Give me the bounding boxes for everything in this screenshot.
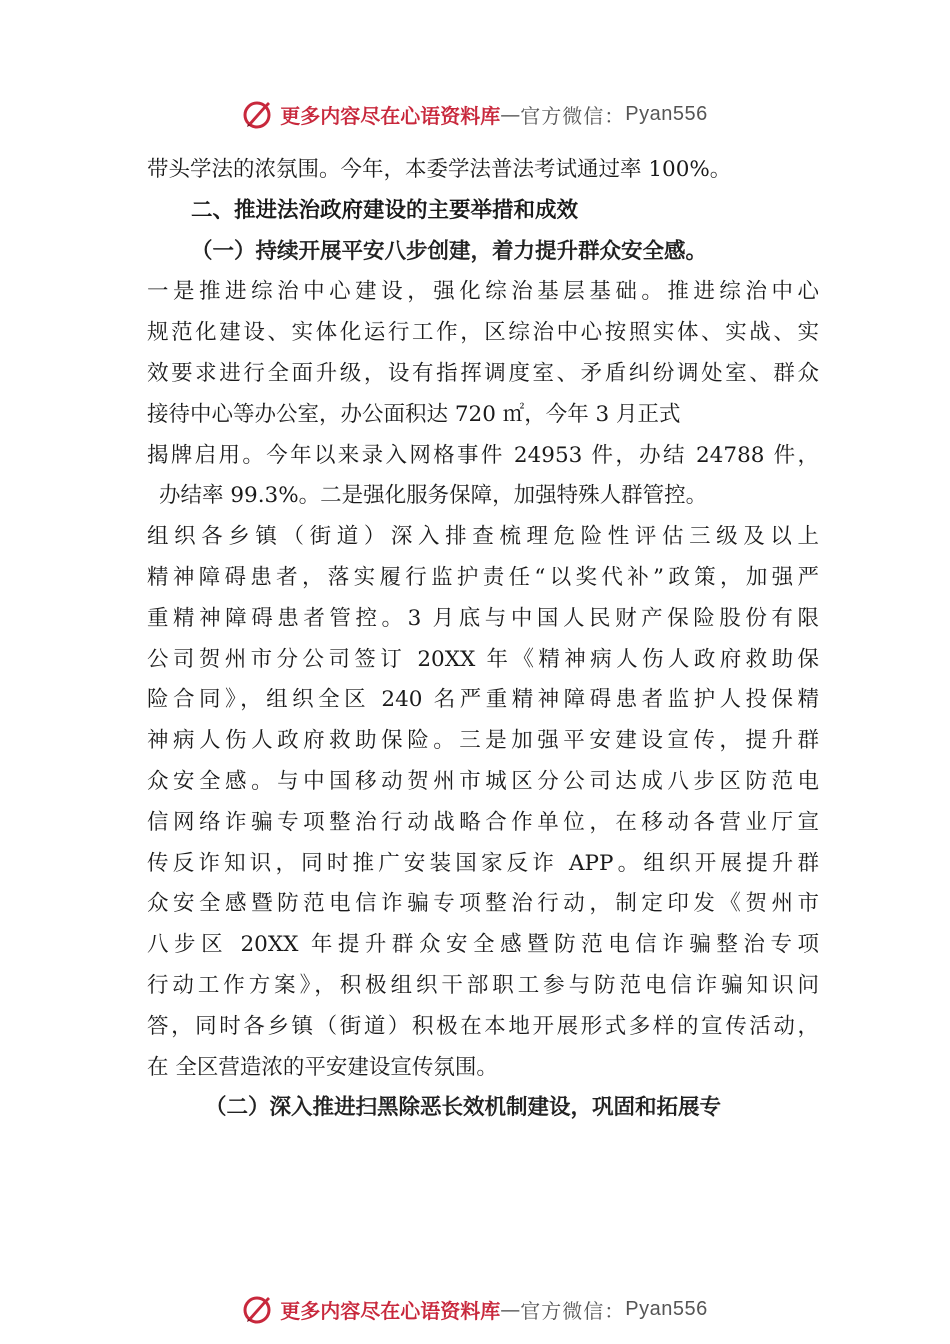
subsection-heading: （一）持续开展平安八步创建，着力提升群众安全感。 [191,238,708,264]
subsection-heading: （二）深入推进扫黑除恶长效机制建设，巩固和拓展专 [205,1095,722,1121]
banner-wechat-id: Pyan556 [625,1297,708,1320]
paragraph-line: 效要求进行全面升级，设有指挥调度室、矛盾纠纷调处室、群众 [147,360,819,386]
paragraph-line: 接待中心等办公室，办公面积达 720 ㎡，今年 3 月正式 [147,401,681,427]
section-heading: 二、推进法治政府建设的主要举措和成效 [191,197,579,223]
paragraph-line: 精神障碍患者，落实履行监护责任“以奖代补”政策，加强严 [147,564,819,590]
paragraph-line: 众安全感暨防范电信诈骗专项整治行动，制定印发《贺州市 [147,891,819,917]
pen-logo-icon [242,98,274,130]
paragraph-line: 众安全感。与中国移动贺州市城区分公司达成八步区防范电 [147,768,819,794]
document-body [147,150,819,1129]
paragraph-line: 一是推进综治中心建设，强化综治基层基础。推进综治中心 [147,279,819,305]
paragraph-line: 公司贺州市分公司签订 20XX 年《精神病人伤人政府救助保 [147,646,819,672]
paragraph-line: 行动工作方案》，积极组织干部职工参与防范电信诈骗知识问 [147,972,819,998]
paragraph-line: 信网络诈骗专项整治行动战略合作单位，在移动各营业厅宣 [147,809,819,835]
paragraph-line: 在 全区营造浓的平安建设宣传氛围。 [147,1054,498,1080]
banner-official-label: 官方微信： [520,1298,626,1323]
paragraph-line: 神病人伤人政府救助保险。三是加强平安建设宣传，提升群 [147,728,819,754]
paragraph-line: 答，同时各乡镇（街道）积极在本地开展形式多样的宣传活动， [147,1013,819,1039]
paragraph-line: 组织各乡镇（街道）深入排查梳理危险性评估三级及以上 [147,524,819,550]
header-banner [0,94,950,134]
paragraph-line: 带头学法的浓氛围。今年，本委学法普法考试通过率 100%。 [147,157,732,182]
banner-separator: — [500,102,521,126]
banner-separator: — [500,1297,521,1321]
banner-official-label: 官方微信： [520,103,626,128]
footer-banner [0,1289,950,1329]
paragraph-line: 办结率 99.3%。二是强化服务保障，加强特殊人群管控。 [159,483,708,509]
paragraph-line: 险合同》，组织全区 240 名严重精神障碍患者监护人投保精 [147,687,819,713]
banner-wechat-id: Pyan556 [625,102,708,125]
paragraph-line: 传反诈知识，同时推广安装国家反诈 APP。组织开展提升群 [147,850,819,876]
banner-library-text: 更多内容尽在心语资料库 [280,103,501,128]
paragraph-line: 八步区 20XX 年提升群众安全感暨防范电信诈骗整治专项 [147,932,819,958]
paragraph-line: 重精神障碍患者管控。3 月底与中国人民财产保险股份有限 [147,605,819,631]
paragraph-line: 规范化建设、实体化运行工作，区综治中心按照实体、实战、实 [147,320,819,346]
paragraph-line: 揭牌启用。今年以来录入网格事件 24953 件，办结 24788 件， [147,442,819,468]
pen-logo-icon [242,1293,274,1325]
banner-library-text: 更多内容尽在心语资料库 [280,1298,501,1323]
